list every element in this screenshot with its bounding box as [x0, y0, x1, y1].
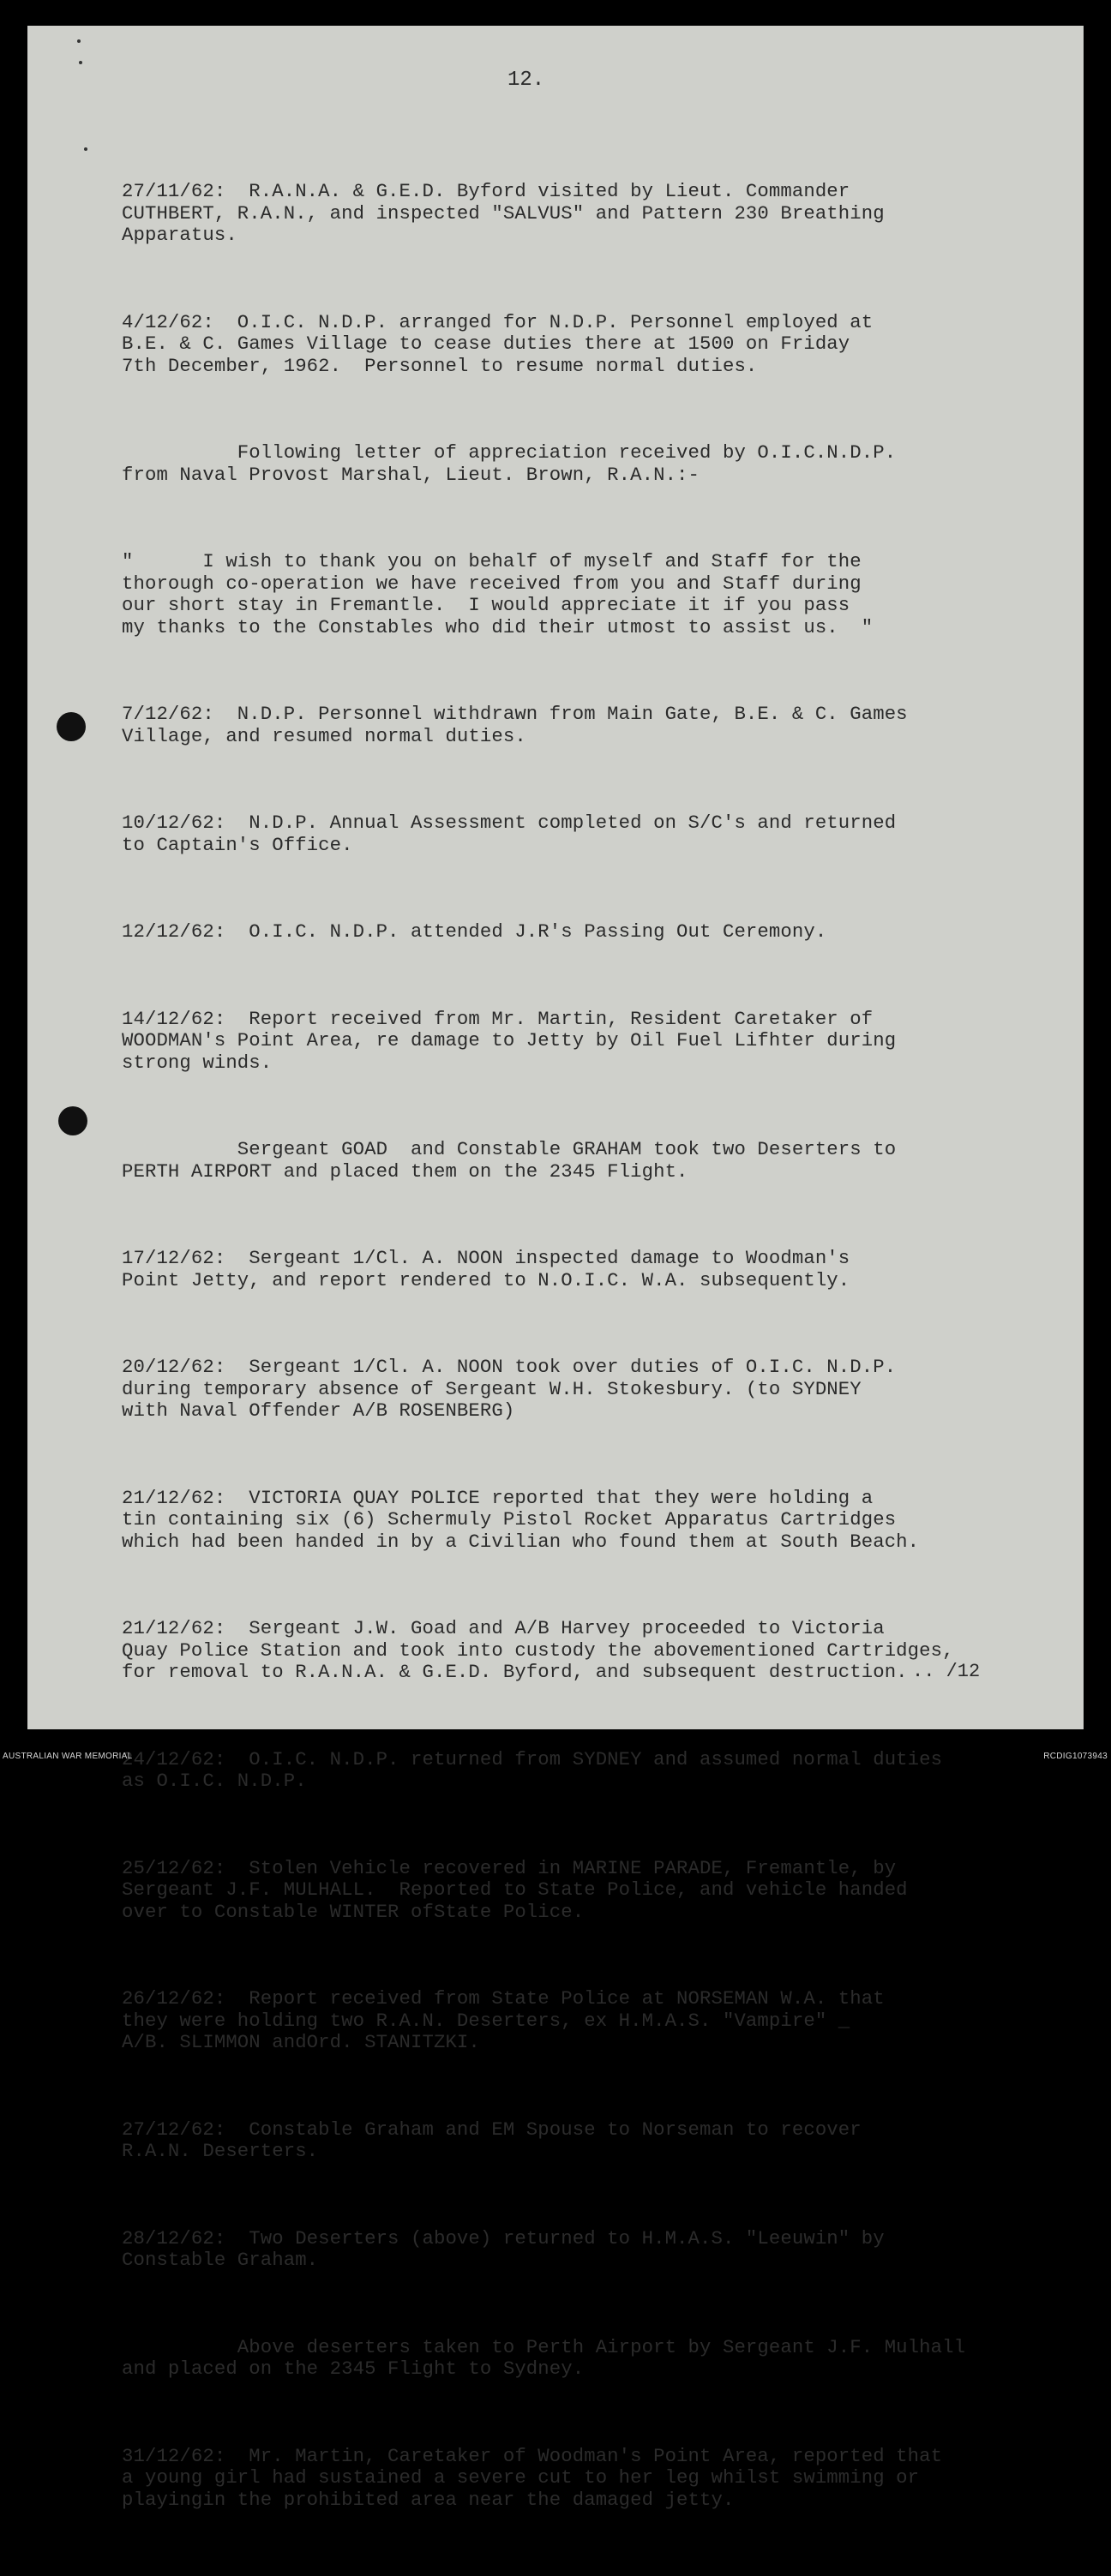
log-entry: 17/12/62: Sergeant 1/Cl. A. NOON inspected damage to Woodman's Point Jetty, and report rendered to N.O.I.C. W.A. subsequently. — [122, 1247, 850, 1291]
footer-archive-label: AUSTRALIAN WAR MEMORIAL — [3, 1752, 133, 1761]
log-entry: Above deserters taken to Perth Airport by Sergeant J.F. Mulhall and placed on the 2345 Flight to Sydney. — [122, 2335, 966, 2380]
paper-speck — [79, 61, 82, 64]
log-entry: 7/12/62: N.D.P. Personnel withdrawn from Main Gate, B.E. & C. Games Village, and resumed normal duties. — [122, 703, 908, 747]
paper-speck — [84, 147, 87, 151]
log-entry: 12/12/62: O.I.C. N.D.P. attended J.R's Passing Out Ceremony. — [122, 920, 827, 943]
log-entry: 10/12/62: N.D.P. Annual Assessment completed on S/C's and returned to Captain's Office. — [122, 812, 897, 856]
log-entry: 28/12/62: Two Deserters (above) returned to H.M.A.S. "Leeuwin" by Constable Graham. — [122, 2226, 885, 2271]
log-entry: 14/12/62: Report received from Mr. Martin, Resident Caretaker of WOODMAN's Point Area, re damage to Jetty by Oil Fuel Lifhter during strong winds. — [122, 1007, 897, 1074]
typed-log-entries — [122, 137, 1065, 2576]
log-entry: 24/12/62: O.I.C. N.D.P. returned from SYDNEY and assumed normal duties as O.I.C. N.D.P. — [122, 1747, 943, 1792]
log-entry: Following letter of appreciation received by O.I.C.N.D.P. from Naval Provost Marshal, Lieut. Brown, R.A.N.:- — [122, 441, 897, 486]
log-entry: 27/11/62: R.A.N.A. & G.E.D. Byford visited by Lieut. Commander CUTHBERT, R.A.N., and inspected "SALVUS" and Pattern 230 Breathing Apparatus. — [122, 180, 885, 246]
log-entry: 31/12/62: Mr. Martin, Caretaker of Woodman's Point Area, reported that a young girl had sustained a severe cut to her leg whilst swimming or playingin the prohibited area near the damaged jetty. — [122, 2444, 943, 2511]
log-entry: 26/12/62: Report received from State Police at NORSEMAN W.A. that they were holding two R.A.N. Deserters, ex H.M.A.S. "Vampire" _ A/B. SLIMMON andOrd. STANITZKI. — [122, 1987, 885, 2053]
quoted-letter: " I wish to thank you on behalf of myself and Staff for the thorough co-operation we have received from you and Staff during our short stay in Fremantle. I would appreciate it if you pass my thanks to the Constables who did their utmost to assist us. " — [122, 550, 874, 638]
continuation-reference: .. /12 — [912, 1661, 981, 1682]
footer-record-id: RCDIG1073943 — [1043, 1752, 1108, 1761]
log-entry: 4/12/62: O.I.C. N.D.P. arranged for N.D.P. Personnel employed at B.E. & C. Games Village to cease duties there at 1500 on Friday 7th December, 1962. Personnel to resume normal duties. — [122, 310, 874, 377]
log-entry: 21/12/62: Sergeant J.W. Goad and A/B Harvey proceeded to Victoria Quay Police Station and took into custody the abovementioned Cartridges, for removal to R.A.N.A. & G.E.D. Byford, and subsequent destruction. — [122, 1617, 954, 1683]
punch-hole-bottom — [58, 1106, 87, 1135]
log-entry: Sergeant GOAD and Constable GRAHAM took two Deserters to PERTH AIRPORT and placed them on the 2345 Flight. — [122, 1138, 897, 1183]
log-entry: 20/12/62: Sergeant 1/Cl. A. NOON took over duties of O.I.C. N.D.P. during temporary absence of Sergeant W.H. Stokesbury. (to SYDNEY with Naval Offender A/B ROSENBERG) — [122, 1356, 897, 1422]
page-number: 12. — [507, 69, 545, 92]
log-entry: 25/12/62: Stolen Vehicle recovered in MARINE PARADE, Fremantle, by Sergeant J.F. MULHALL. Reported to State Police, and vehicle handed over to Constable WINTER ofState Police. — [122, 1856, 908, 1923]
log-entry: 27/12/62: Constable Graham and EM Spouse to Norseman to recover R.A.N. Deserters. — [122, 2118, 862, 2162]
paper-speck — [77, 39, 81, 43]
punch-hole-top — [57, 712, 86, 741]
log-entry: 21/12/62: VICTORIA QUAY POLICE reported that they were holding a tin containing six (6) Schermuly Pistol Rocket Apparatus Cartridges which had been handed in by a Civilian who found them at South Beach. — [122, 1486, 920, 1553]
